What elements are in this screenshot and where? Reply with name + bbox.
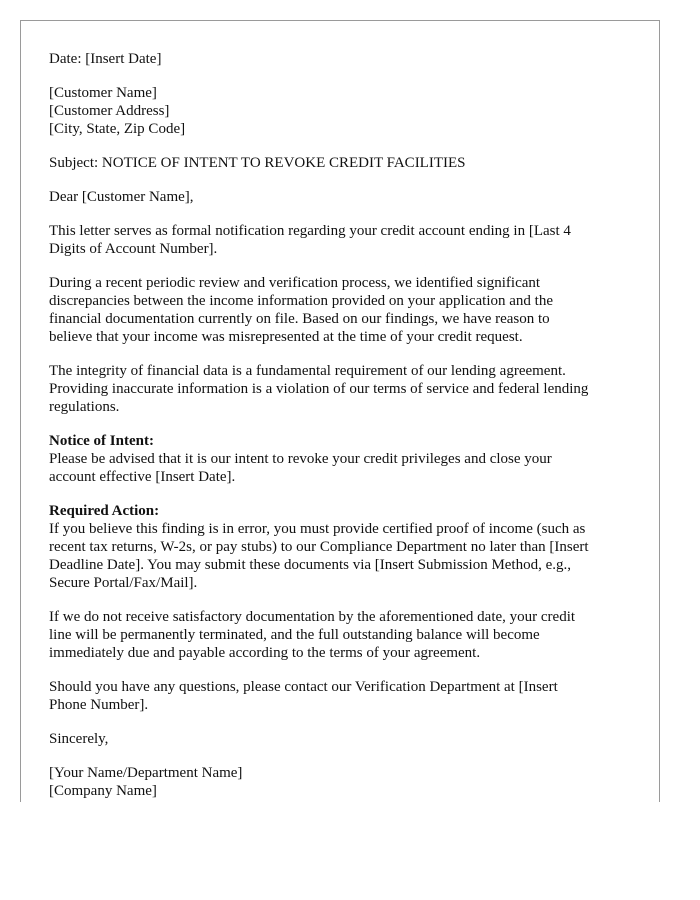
paragraph-line: Secure Portal/Fax/Mail].	[49, 575, 198, 591]
subject-line	[49, 154, 634, 172]
subject-text: Subject: NOTICE OF INTENT TO REVOKE CREDIT FACILITIES	[49, 155, 466, 171]
signature-block	[49, 764, 634, 800]
paragraph-line: Digits of Account Number].	[49, 241, 218, 257]
paragraph-line: If we do not receive satisfactory documentation by the aforementioned date, your credit	[49, 609, 576, 625]
paragraph-line: If you believe this finding is in error, you must provide certified proof of income (such as	[49, 521, 586, 537]
paragraph-line: financial documentation currently on file. Based on our findings, we have reason to	[49, 311, 550, 327]
closing	[49, 730, 634, 748]
recipient-block	[49, 84, 634, 138]
paragraph-integrity	[49, 362, 634, 416]
paragraph-contact	[49, 678, 634, 714]
paragraph-line: account effective [Insert Date].	[49, 469, 236, 485]
paragraph-line: Providing inaccurate information is a violation of our terms of service and federal lending	[49, 381, 589, 397]
paragraph-notification	[49, 222, 634, 258]
recipient-name: [Customer Name]	[49, 85, 157, 101]
letter-body	[49, 50, 634, 816]
date-line	[49, 50, 634, 68]
recipient-city: [City, State, Zip Code]	[49, 121, 186, 137]
paragraph-line: Deadline Date]. You may submit these documents via [Insert Submission Method, e.g.,	[49, 557, 572, 573]
notice-heading: Notice of Intent:	[49, 433, 154, 449]
letter-page	[20, 20, 660, 802]
closing-text: Sincerely,	[49, 731, 109, 747]
paragraph-line: This letter serves as formal notification regarding your credit account ending in [Last 4	[49, 223, 571, 239]
paragraph-review	[49, 274, 634, 346]
paragraph-line: discrepancies between the income information provided on your application and the	[49, 293, 554, 309]
paragraph-line: line will be permanently terminated, and the full outstanding balance will become	[49, 627, 540, 643]
paragraph-line: Please be advised that it is our intent to revoke your credit privileges and close your	[49, 451, 552, 467]
paragraph-line: Phone Number].	[49, 697, 149, 713]
paragraph-line: regulations.	[49, 399, 120, 415]
paragraph-line: believe that your income was misrepresented at the time of your credit request.	[49, 329, 523, 345]
recipient-address: [Customer Address]	[49, 103, 170, 119]
signature-name: [Your Name/Department Name]	[49, 765, 243, 781]
action-section	[49, 502, 634, 592]
paragraph-line: Should you have any questions, please contact our Verification Department at [Insert	[49, 679, 558, 695]
salutation	[49, 188, 634, 206]
signature-company: [Company Name]	[49, 783, 157, 799]
notice-section	[49, 432, 634, 486]
salutation-text: Dear [Customer Name],	[49, 189, 194, 205]
paragraph-line: immediately due and payable according to the terms of your agreement.	[49, 645, 481, 661]
paragraph-termination	[49, 608, 634, 662]
date-text: Date: [Insert Date]	[49, 51, 162, 67]
paragraph-line: During a recent periodic review and verification process, we identified significant	[49, 275, 541, 291]
paragraph-line: recent tax returns, W-2s, or pay stubs) to our Compliance Department no later than [Insert	[49, 539, 589, 555]
paragraph-line: The integrity of financial data is a fundamental requirement of our lending agreement.	[49, 363, 566, 379]
action-heading: Required Action:	[49, 503, 160, 519]
